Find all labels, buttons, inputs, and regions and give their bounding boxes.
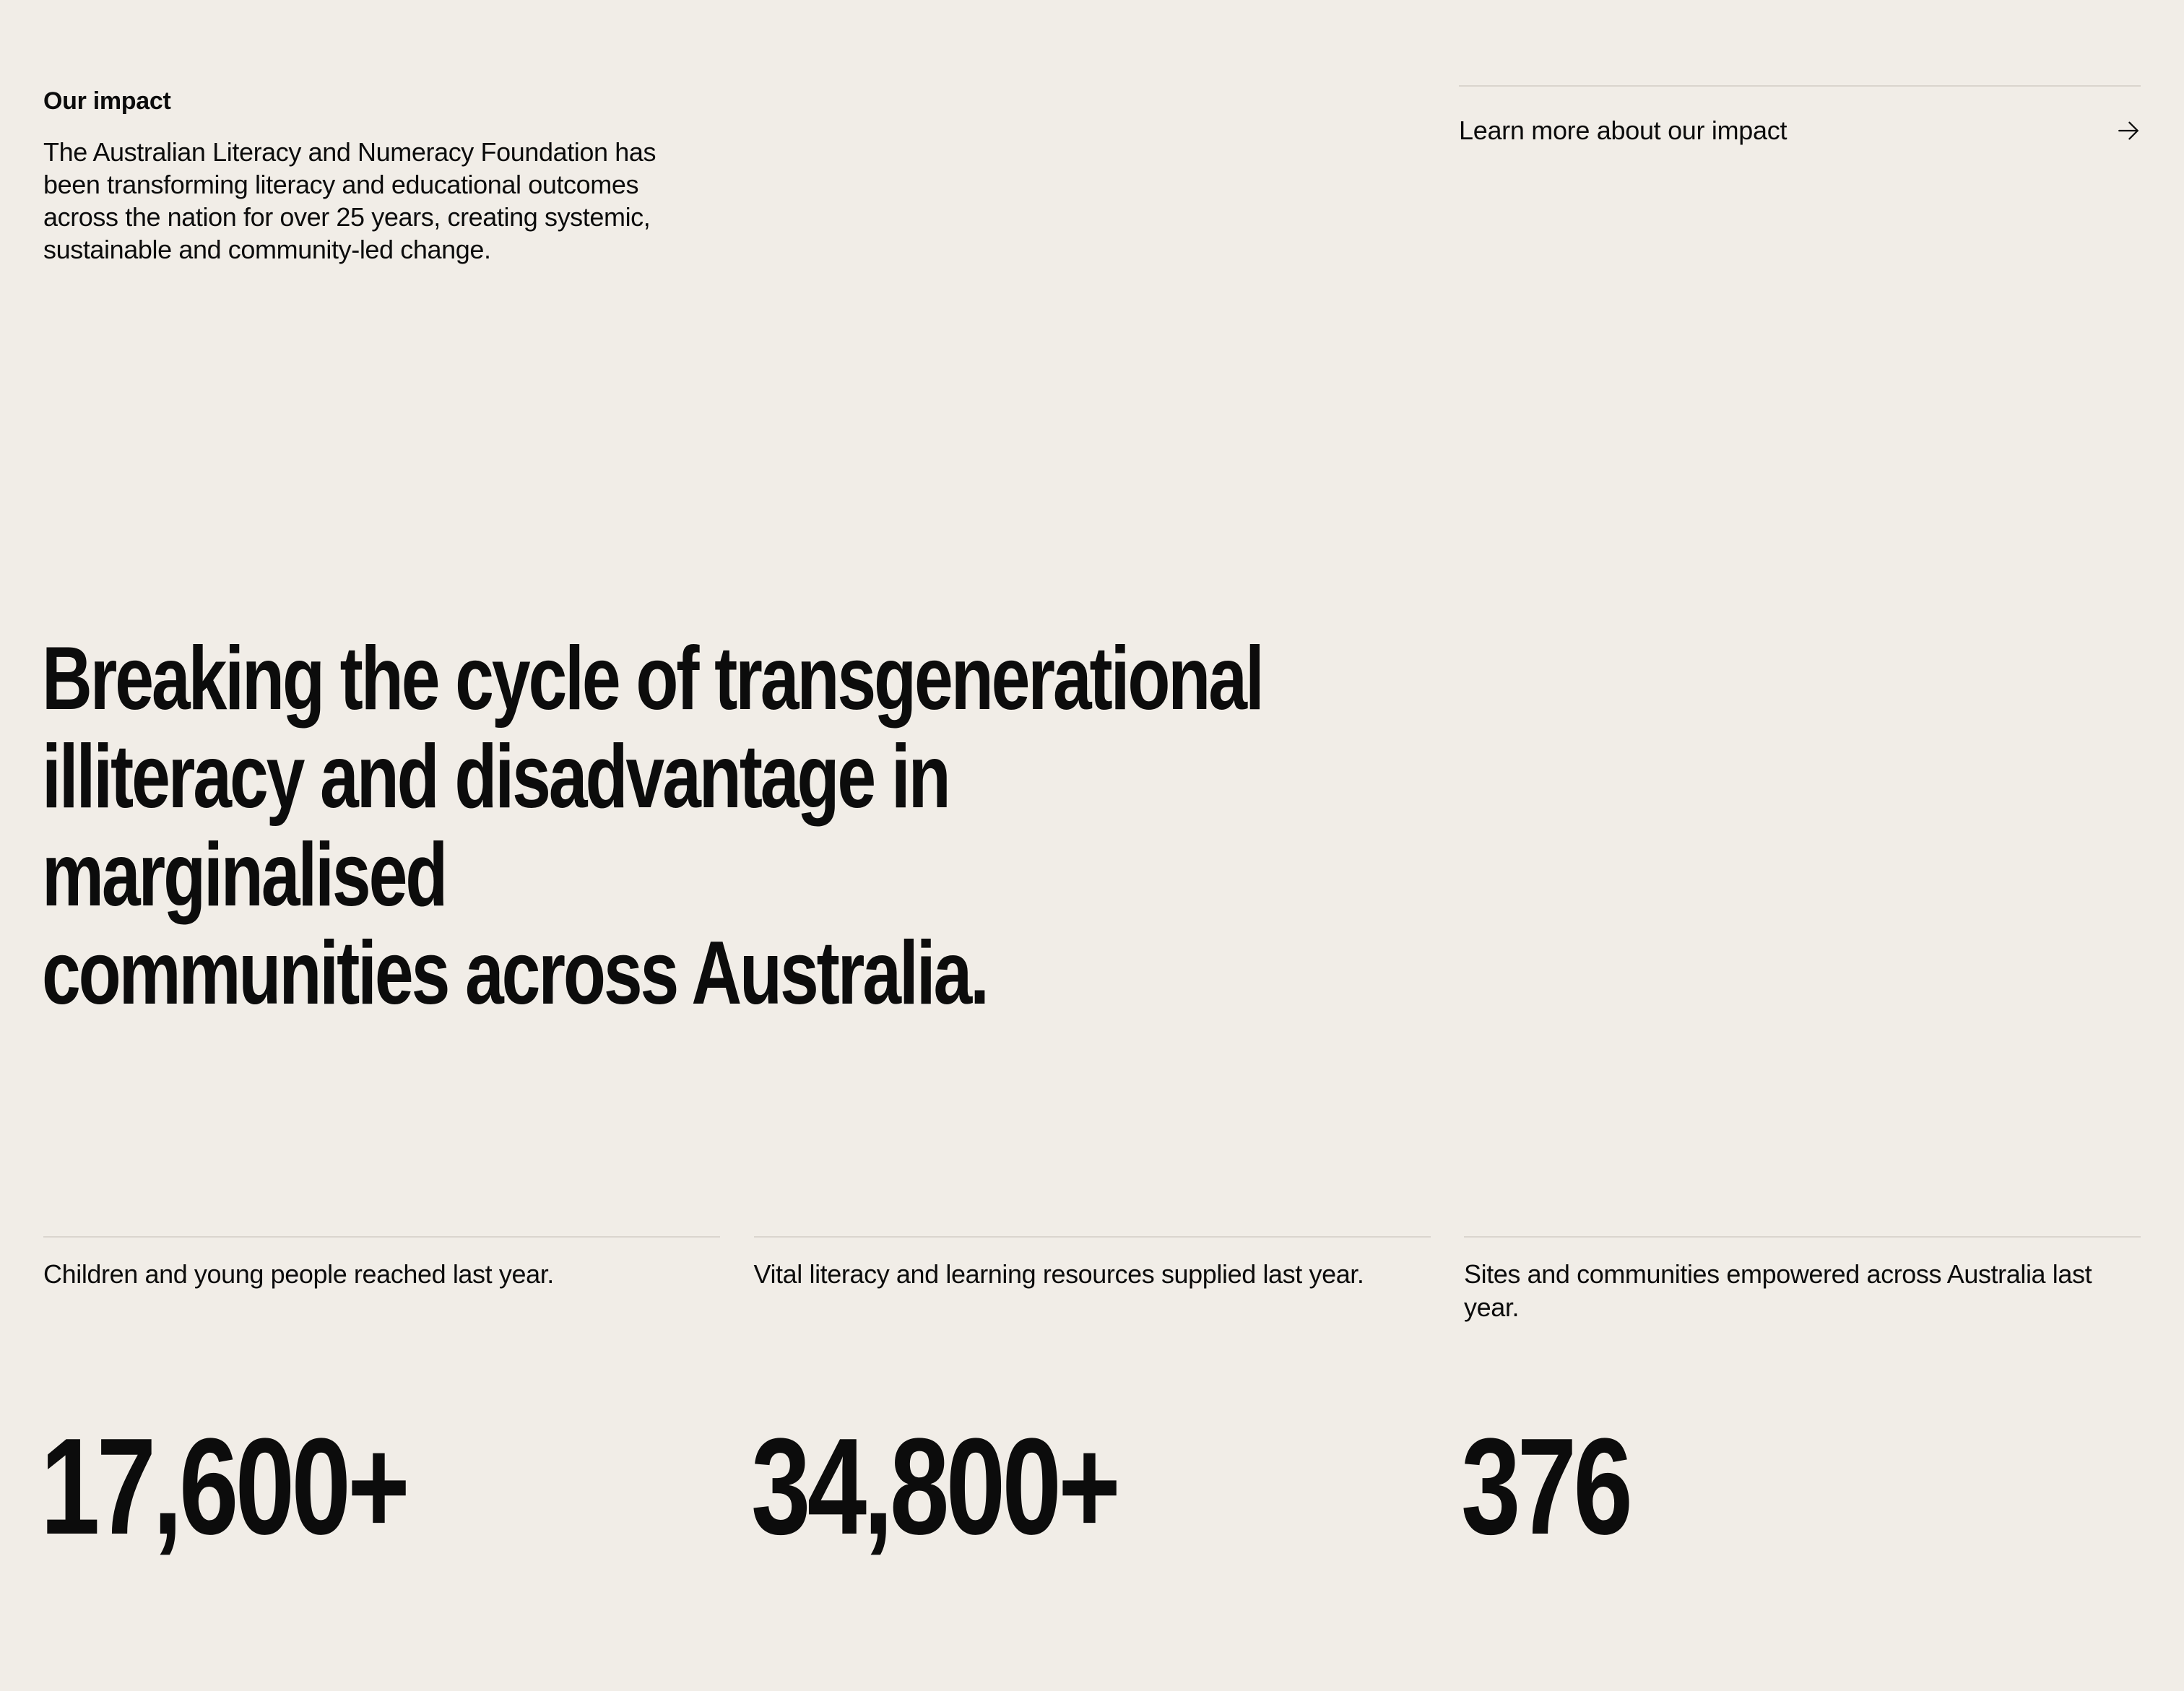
intro-paragraph: The Australian Literacy and Numeracy Foundation has been transforming literacy and educational outcomes across the nation for over 25 years, creating systemic, sustainable and community-led change. xyxy=(43,137,656,264)
stat-description: Vital literacy and learning resources supplied last year. xyxy=(753,1259,1364,1289)
impact-intro xyxy=(43,85,693,266)
stat-value: 17,600+ xyxy=(40,1410,407,1563)
stat-description: Sites and communities empowered across Australia last year. xyxy=(1464,1259,2092,1322)
stat-children-reached xyxy=(40,1236,720,1570)
impact-headline xyxy=(42,630,1281,1022)
stat-sites-empowered xyxy=(1461,1236,2141,1570)
headline-line-1: Breaking the cycle of transgenerational xyxy=(42,629,1262,729)
stat-resources-supplied xyxy=(750,1236,1431,1570)
stat-value: 34,800+ xyxy=(750,1410,1117,1563)
learn-more-label: Learn more about our impact xyxy=(1459,116,1788,145)
headline-line-3: communities across Australia. xyxy=(42,923,987,1023)
headline-line-2: illiteracy and disadvantage in marginalised xyxy=(42,727,949,925)
stat-description: Children and young people reached last year. xyxy=(43,1259,554,1289)
section-eyebrow: Our impact xyxy=(43,87,171,115)
impact-stats xyxy=(40,1236,2141,1570)
stat-value: 376 xyxy=(1461,1410,1630,1563)
arrow-right-icon xyxy=(2116,118,2141,143)
learn-more-impact-link[interactable] xyxy=(1459,85,2141,163)
